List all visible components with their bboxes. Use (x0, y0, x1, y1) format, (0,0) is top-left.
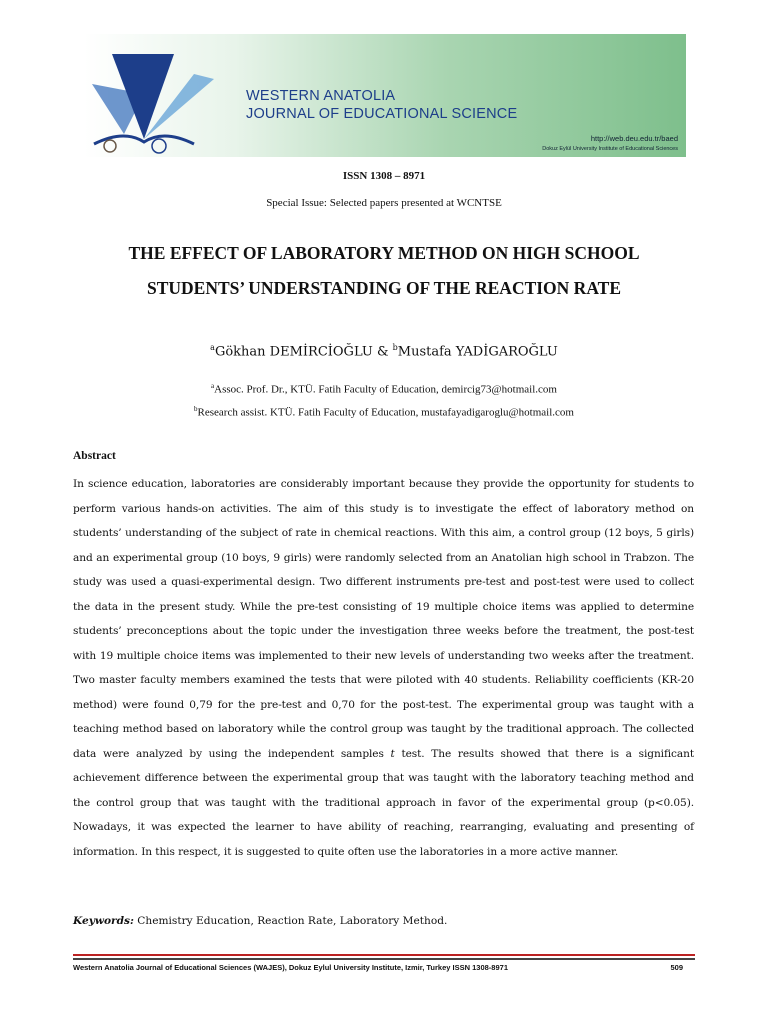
affiliation-b (0, 405, 768, 419)
footer-citation: Western Anatolia Journal of Educational Sciences (WAJES), Dokuz Eylul University Institute, Izmir, Turkey ISSN 1308-8971 (73, 963, 508, 972)
institute-name: Dokuz Eylül University Institute of Educational Sciences (542, 146, 678, 152)
journal-name-line2: JOURNAL OF EDUCATIONAL SCIENCE (246, 106, 518, 122)
journal-logo-icon (84, 34, 234, 157)
authors (0, 343, 768, 359)
special-issue-note: Special Issue: Selected papers presented at WCNTSE (266, 197, 502, 209)
abstract-t-italic: t (390, 747, 395, 760)
keywords-label: Keywords: (73, 915, 134, 927)
affiliation-b-text: Research assist. KTÜ. Fatih Faculty of Education, mustafayadigaroglu@hotmail.com (197, 406, 574, 419)
affiliation-a-marker: a (211, 382, 215, 390)
affiliation-a-text: Assoc. Prof. Dr., KTÜ. Fatih Faculty of Education, demircig73@hotmail.com (214, 383, 557, 396)
keywords-text: Chemistry Education, Reaction Rate, Laboratory Method. (133, 915, 448, 927)
abstract-heading: Abstract (73, 450, 116, 462)
affiliation-a (0, 382, 768, 396)
abstract-body (73, 472, 694, 864)
affiliation-b-marker: b (194, 405, 198, 413)
author-a-marker: a (210, 343, 215, 352)
abstract-text-part2: test. The results showed that there is a significant achievement difference between the experimental group that was taught with the laboratory teaching method and the control group that was taught with the traditional approach in favor of the experimental group (p<0.05). Nowadays, it was expected the learner to have ability of reaching, rearranging, evaluating and presenting of information. In this respect, it is suggested to quite often use the laboratories in a more active manner. (73, 747, 694, 858)
abstract-text-part1: In science education, laboratories are considerably important because they provide the opportunity for students to perform various hands-on activities. The aim of this study is to investigate the effect of laboratory method on students’ understanding of the subject of rate in chemical reactions. With this aim, a control group (12 boys, 5 girls) and an experimental group (10 boys, 9 girls) were randomly selected from an Anatolian high school in Trabzon. The study was used a quasi-experimental design. Two different instruments pre-test and post-test were used to collect the data in the present study. While the pre-test consisting of 19 multiple choice items was applied to determine students’ preconceptions about the topic under the investigation three weeks before the treatment, the post-test with 19 multiple choice items was implemented to their new levels of understanding two weeks after the treatment. Two master faculty members examined the tests that were piloted with 40 students. Reliability coefficients (KR-20 method) were found 0,79 for the pre-test and 0,70 for the post-test. The experimental group was taught with a teaching method based on laboratory while the control group was taught by the traditional approach. The collected data were analyzed by using the independent samples (73, 478, 694, 760)
paper-title-line1: THE EFFECT OF LABORATORY METHOD ON HIGH SCHOOL (128, 243, 640, 263)
page-footer (73, 963, 695, 972)
journal-name-line1: WESTERN ANATOLIA (246, 88, 396, 104)
author-b-name: Mustafa YADİGAROĞLU (397, 344, 558, 360)
paper-title-line2: STUDENTS’ UNDERSTANDING OF THE REACTION RATE (146, 278, 622, 298)
footer-rule-dark (73, 958, 695, 960)
footer-rule-red (73, 954, 695, 956)
journal-name (246, 87, 517, 123)
paper-title (60, 236, 708, 306)
issn: ISSN 1308 – 8971 (342, 170, 426, 182)
page-number: 509 (670, 963, 683, 972)
journal-banner (84, 34, 686, 157)
journal-url[interactable]: http://web.deu.edu.tr/baed (590, 134, 678, 143)
author-a-name: Gökhan DEMİRCİOĞLU & (214, 344, 393, 360)
author-b-marker: b (392, 343, 398, 352)
keywords (73, 915, 694, 927)
